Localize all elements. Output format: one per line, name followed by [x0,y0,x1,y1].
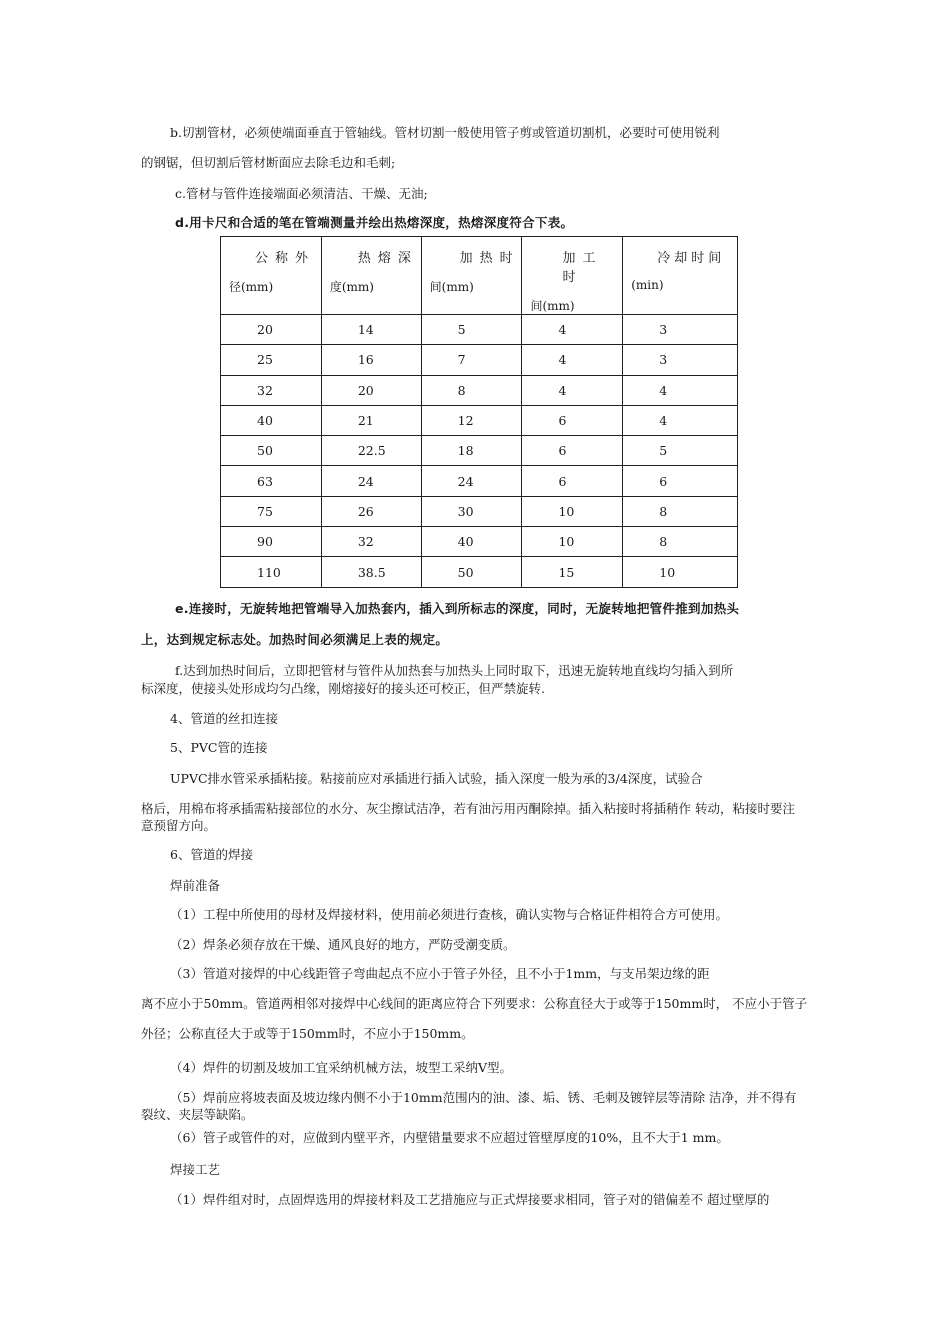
table-cell: 50 [421,557,522,587]
table-row [221,375,738,405]
prep-item-3-line1: （3）管道对接焊的中心线距管子弯曲起点不应小于管子外径，且不小于1mm，与支吊架边缘的距 [170,966,710,981]
table-row [221,496,738,526]
table-header-row [221,237,738,315]
para-b-line1: b.切割管材，必须使端面垂直于管轴线。管材切割一般使用管子剪或管道切割机，必要时可使用锐利 [170,125,720,140]
table-row [221,527,738,557]
prep-item-5-line1: （5）焊前应将坡表面及坡边缘内侧不小于10mm范围内的油、漆、垢、锈、毛刺及镀锌层等清除 洁净，并不得有 [170,1090,797,1105]
table-cell: 10 [522,527,623,557]
prep-item-1: （1）工程中所使用的母材及焊接材料，使用前必须进行查核，确认实物与合格证件相符合方可使用。 [170,907,728,922]
header-bottom: 间(mm) [530,299,575,313]
table-cell: 22.5 [321,436,421,466]
table-cell: 7 [421,345,522,375]
table-cell: 4 [522,375,623,405]
table-cell: 4 [623,375,738,405]
table-cell: 75 [221,496,322,526]
header-cell [623,237,738,315]
table-cell: 14 [321,315,421,345]
header-top: 热熔深 [357,251,418,266]
header-bottom: 度(mm) [329,280,374,294]
table-cell: 50 [221,436,322,466]
table-cell: 32 [221,375,322,405]
table-cell: 26 [321,496,421,526]
header-bottom: 间(mm) [429,280,474,294]
process-title: 焊接工艺 [170,1162,221,1177]
table-cell: 10 [623,557,738,587]
prep-item-6: （6）管子或管件的对，应做到内壁平齐，内壁错量要求不应超过管壁厚度的10%，且不大于1 mm。 [170,1130,729,1145]
prep-item-4: （4）焊件的切割及坡加工宜采纳机械方法，坡型工采纳V型。 [170,1060,512,1075]
header-cell [321,237,421,315]
table-cell: 4 [522,315,623,345]
table-cell: 38.5 [321,557,421,587]
prep-item-5-line2: 裂纹、夹层等缺陷。 [141,1107,254,1122]
table-cell: 8 [623,527,738,557]
table-row [221,345,738,375]
header-cell [421,237,522,315]
table-cell: 3 [623,315,738,345]
header-top: 加工时 [562,251,603,285]
hot-melt-depth-table [220,236,738,588]
header-bottom: (min) [631,278,664,292]
table-cell: 21 [321,405,421,435]
para-upvc-line2: 格后，用棉布将承插需粘接部位的水分、灰尘擦试洁净，若有油污用丙酮除掉。插入粘接时将插稍作 转动，粘接时要注 [141,801,795,816]
table-cell: 4 [623,405,738,435]
table-cell: 5 [623,436,738,466]
table-cell: 40 [421,527,522,557]
para-b-line2: 的钢锯，但切割后管材断面应去除毛边和毛刺; [141,155,396,170]
table-cell: 15 [522,557,623,587]
table-cell: 63 [221,466,322,496]
table-row [221,466,738,496]
table-cell: 20 [221,315,322,345]
table-cell: 110 [221,557,322,587]
para-e-line2: 上，达到规定标志处。加热时间必须满足上表的规定。 [141,632,449,647]
prep-item-3-line3: 外径；公称直径大于或等于150mm时，不应小于150mm。 [141,1026,474,1041]
table-row [221,436,738,466]
table-cell: 3 [623,345,738,375]
table-cell: 24 [421,466,522,496]
header-cell [221,237,322,315]
para-upvc-line3: 意预留方向。 [141,818,217,833]
table-cell: 30 [421,496,522,526]
para-e-line1: e.连接时，无旋转地把管端导入加热套内，插入到所标志的深度，同时，无旋转地把管件推到加热头 [175,601,740,616]
table-cell: 4 [522,345,623,375]
prep-item-3-line2: 离不应小于50mm。管道两相邻对接焊中心线间的距离应符合下列要求：公称直径大于或等于150mm时， 不应小于管子 [141,996,808,1011]
header-cell [522,237,623,315]
table-cell: 5 [421,315,522,345]
table-cell: 32 [321,527,421,557]
header-bottom: 径(mm) [229,280,274,294]
table-cell: 16 [321,345,421,375]
table-row [221,405,738,435]
table-cell: 6 [522,466,623,496]
table-cell: 40 [221,405,322,435]
prep-title: 焊前准备 [170,878,221,893]
header-top: 冷却时间 [657,251,726,266]
table-cell: 20 [321,375,421,405]
table-cell: 10 [522,496,623,526]
para-upvc-line1: UPVC排水管采承插粘接。粘接前应对承插进行插入试验，插入深度一般为承的3/4深度，试验合 [170,771,703,786]
table-cell: 8 [623,496,738,526]
table-cell: 90 [221,527,322,557]
section-5-heading: 5、PVC管的连接 [170,740,268,755]
section-6-heading: 6、管道的焊接 [170,847,253,862]
para-c: c.管材与管件连接端面必须清洁、干燥、无油; [175,186,428,201]
table-cell: 12 [421,405,522,435]
table-cell: 6 [522,436,623,466]
table-cell: 25 [221,345,322,375]
table-cell: 6 [623,466,738,496]
para-d: d.用卡尺和合适的笔在管端测量并绘出热熔深度，热熔深度符合下表。 [175,215,574,230]
para-f-line1: f.达到加热时间后，立即把管材与管件从加热套与加热头上同时取下，迅速无旋转地直线均匀插入到所 [175,663,734,678]
process-item-1: （1）焊件组对时，点固焊选用的焊接材料及工艺措施应与正式焊接要求相同，管子对的错偏差不 超过壁厚的 [170,1192,770,1207]
header-top: 公称外 [255,251,316,266]
table-cell: 8 [421,375,522,405]
table-row [221,315,738,345]
table-cell: 6 [522,405,623,435]
table-cell: 24 [321,466,421,496]
prep-item-2: （2）焊条必须存放在干燥、通风良好的地方，严防受潮变质。 [170,937,516,952]
table-cell: 18 [421,436,522,466]
header-top: 加热时 [459,251,520,266]
para-f-line2: 标深度，使接头处形成均匀凸缘，刚熔接好的接头还可校正，但严禁旋转. [141,681,545,696]
section-4-heading: 4、管道的丝扣连接 [170,711,278,726]
table-row [221,557,738,587]
